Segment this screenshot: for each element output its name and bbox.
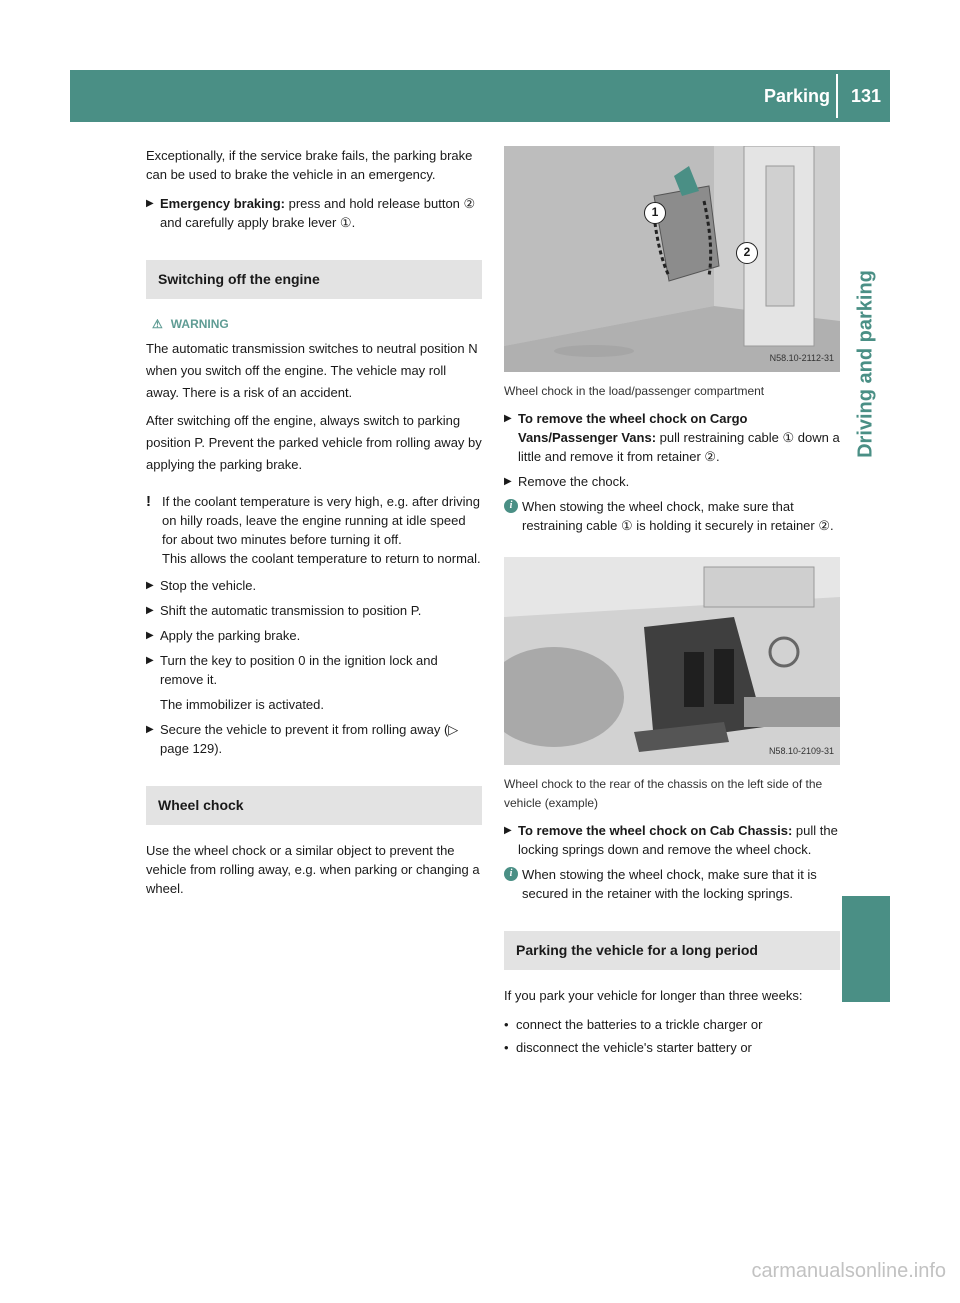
section-heading-long-period: Parking the vehicle for a long period (504, 931, 840, 970)
warning-triangle-icon: ⚠ (152, 317, 163, 331)
section-heading-switching-off: Switching off the engine (146, 260, 482, 299)
wheel-chock-paragraph: Use the wheel chock or a similar object to prevent the vehicle from rolling away, e.g. when parking or changing a wheel. (146, 843, 480, 896)
warning-paragraph: After switching off the engine, always switch to parking position P. Prevent the parked vehicle from rolling away by applying the parking brake. (146, 413, 482, 472)
warning-box (146, 315, 482, 476)
info-note (504, 865, 840, 903)
figure-wheel-chock-chassis (504, 557, 840, 765)
page-section-title: Parking (763, 86, 830, 106)
step-remove-cargo (504, 409, 840, 466)
figure-id: N58.10-2112-31 (769, 353, 834, 363)
info-icon: i (504, 867, 518, 881)
bullet-item: • disconnect the vehicle's starter battery or (504, 1038, 840, 1057)
step-text: press and hold release button ② and carefully apply brake lever ①. (160, 196, 476, 230)
step-emergency-braking (146, 194, 482, 232)
step-label: To remove the wheel chock on Cab Chassis: (518, 823, 793, 838)
step-result: The immobilizer is activated. (160, 697, 324, 712)
intro-paragraph: Exceptionally, if the service brake fails, the parking brake can be used to brake the vehicle in an emergency. (146, 148, 473, 182)
warning-paragraph: The automatic transmission switches to neutral position N when you switch off the engine. The vehicle may roll away. There is a risk of an accident. (146, 341, 478, 400)
step-label: Emergency braking: (160, 196, 285, 211)
long-period-intro: If you park your vehicle for longer than three weeks: (504, 988, 803, 1003)
warning-title-text: WARNING (170, 317, 229, 331)
info-note (504, 497, 840, 535)
note-text: If the coolant temperature is very high, e.g. after driving on hilly roads, leave the engine running at idle speed for about two minutes before turning it off. (162, 494, 480, 547)
warning-body (146, 338, 482, 476)
left-column (146, 146, 482, 908)
chapter-marker-block (842, 896, 890, 1002)
caution-note (146, 492, 482, 568)
warning-title (146, 315, 482, 334)
watermark: carmanualsonline.info (751, 1260, 946, 1282)
info-text: When stowing the wheel chock, make sure that restraining cable ① is holding it securely in retainer ②. (522, 499, 834, 533)
callout-1: 1 (644, 202, 666, 224)
figure-caption: Wheel chock to the rear of the chassis on the left side of the vehicle (example) (504, 777, 823, 810)
step-text: pull restraining cable ① down a little and remove it from retainer ②. (518, 430, 840, 464)
header-divider (836, 74, 838, 118)
callout-2: 2 (736, 242, 758, 264)
bullet-item: • connect the batteries to a trickle charger or (504, 1015, 840, 1034)
right-column (504, 146, 840, 1061)
chassis-illustration (504, 557, 840, 765)
step-remove-chock: ▶ Remove the chock. (504, 472, 840, 491)
info-text: When stowing the wheel chock, make sure that it is secured in the retainer with the locking springs. (522, 867, 817, 901)
chapter-tab-label: Driving and parking (854, 270, 877, 458)
step-item: ▶ Apply the parking brake. (146, 626, 482, 645)
figure-wheel-chock-compartment (504, 146, 840, 372)
page-number: 131 (850, 86, 882, 106)
figure-caption: Wheel chock in the load/passenger compartment (504, 384, 765, 398)
info-icon: i (504, 499, 518, 513)
step-item: ▶ Stop the vehicle. (146, 576, 482, 595)
chapter-tab (842, 254, 890, 474)
step-secure-vehicle: ▶ Secure the vehicle to prevent it from rolling away (▷ page 129). (146, 720, 482, 758)
step-item: ▶ Turn the key to position 0 in the ignition lock and remove it. (146, 651, 482, 689)
step-label: To remove the wheel chock on Cargo Vans/Passenger Vans: (518, 411, 748, 445)
compartment-illustration (504, 146, 840, 372)
exclamation-icon: ! (146, 493, 151, 510)
note-text-2: This allows the coolant temperature to return to normal. (162, 551, 481, 566)
step-remove-cab (504, 821, 840, 859)
figure-id: N58.10-2109-31 (768, 746, 834, 756)
section-heading-wheel-chock: Wheel chock (146, 786, 482, 825)
step-text: pull the locking springs down and remove the wheel chock. (518, 823, 838, 857)
step-item: ▶ Shift the automatic transmission to position P. (146, 601, 482, 620)
